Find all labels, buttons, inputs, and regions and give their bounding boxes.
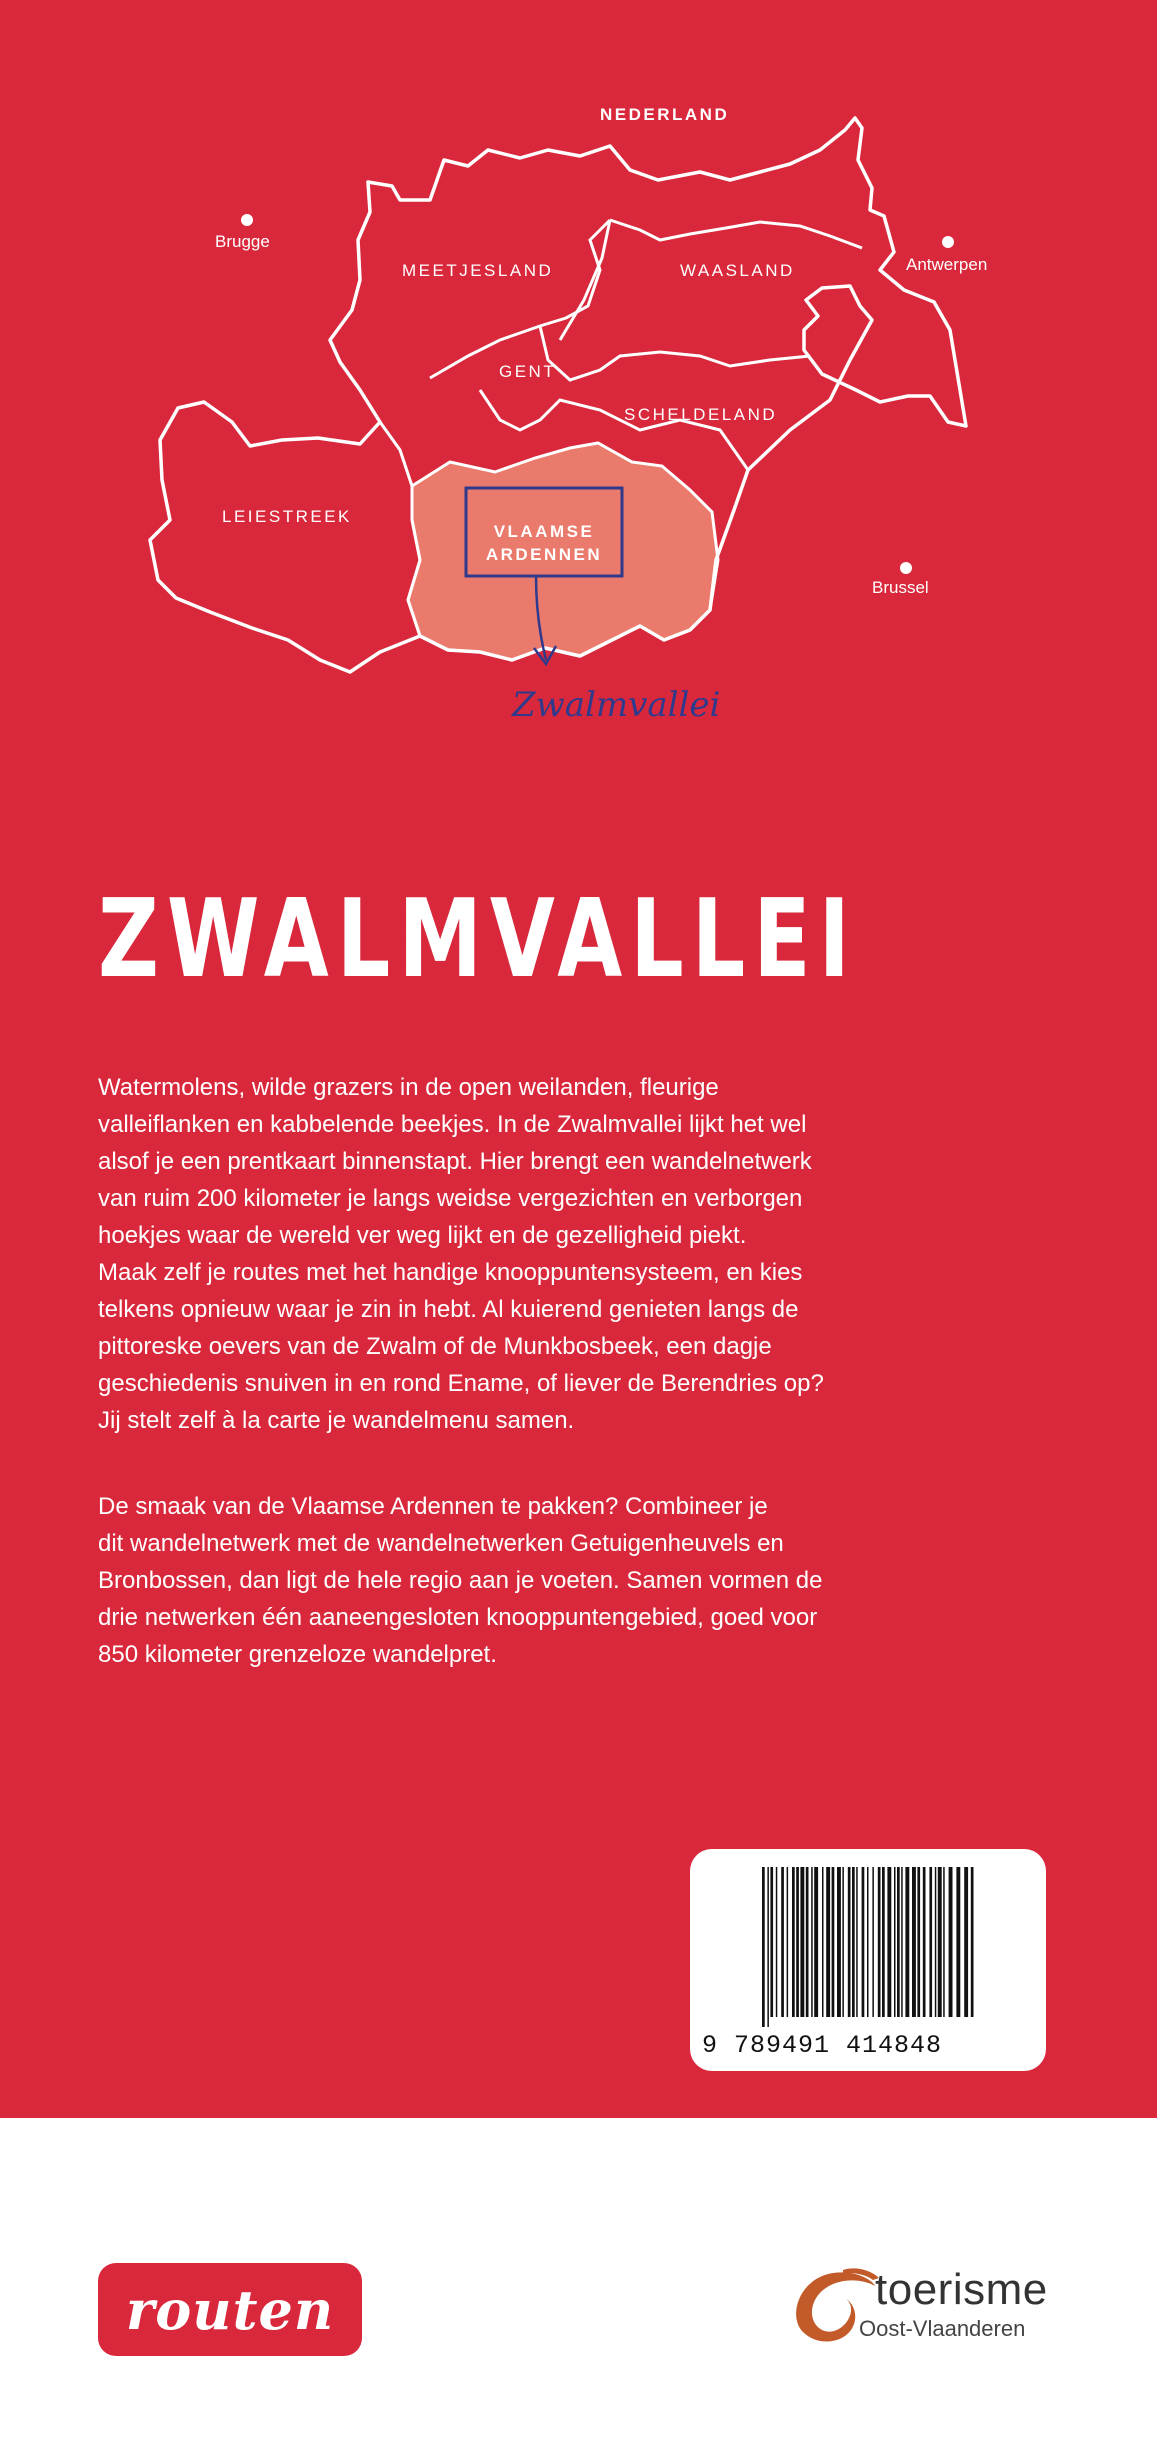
text-line: telkens opnieuw waar je zin in hebt. Al kuierend genieten langs de (98, 1296, 799, 1323)
barcode-bar (935, 1867, 937, 2017)
barcode-bar (887, 1867, 891, 2017)
barcode-bar (971, 1867, 974, 2017)
border-gent-scheldeland (540, 326, 810, 380)
city-dot-brussel (900, 562, 912, 574)
text-line: 850 kilometer grenzeloze wandelpret. (98, 1641, 497, 1668)
label-leiestreek: LEIESTREEK (222, 507, 352, 526)
barcode-bar (811, 1867, 813, 2017)
handwritten-zwalmvallei: Zwalmvallei (512, 685, 721, 725)
barcode-bar (852, 1867, 855, 2017)
barcode-bar (842, 1867, 844, 2017)
text-line: dit wandelnetwerk met de wandelnetwerken Getuigenheuvels en (98, 1530, 784, 1557)
barcode-bar (806, 1867, 809, 2017)
text-line: Maak zelf je routes met het handige knooppuntensysteem, en kies (98, 1259, 803, 1286)
toerisme-oost-vlaanderen-logo (783, 2262, 1063, 2362)
barcode-bar (800, 1867, 804, 2017)
text-line: alsof je een prentkaart binnenstapt. Hier brengt een wandelnetwerk (98, 1148, 812, 1175)
barcode-bar (894, 1867, 896, 2017)
barcode-bar (767, 1867, 769, 2027)
region-map (0, 0, 1157, 780)
label-scheldeland: SCHELDELAND (624, 405, 778, 424)
text-line: geschiedenis snuiven in en rond Ename, of liever de Berendries op? (98, 1370, 824, 1397)
text-line: Bronbossen, dan ligt de hele regio aan je voeten. Samen vormen de (98, 1567, 823, 1594)
isbn-number: 9 789491 414848 (702, 2031, 943, 2060)
toerisme-word: toerisme (875, 2265, 1048, 2314)
label-nederland: NEDERLAND (600, 105, 730, 124)
barcode-bar (781, 1867, 784, 2017)
city-dot-antwerpen (942, 236, 954, 248)
barcode-bar (787, 1867, 789, 2017)
barcode-bar (862, 1867, 865, 2017)
barcode-bar (949, 1867, 953, 2017)
barcode-bar (882, 1867, 885, 2017)
barcode-bar (897, 1867, 900, 2017)
barcode-bar (929, 1867, 932, 2017)
city-dot-brugge (241, 214, 253, 226)
barcode-bar (943, 1867, 945, 2017)
barcode-bar (872, 1867, 874, 2017)
barcode-bar (832, 1867, 835, 2017)
text-line: De smaak van de Vlaamse Ardennen te pakken? Combineer je (98, 1493, 768, 1520)
barcode-bar (837, 1867, 841, 2017)
barcode-bar (814, 1867, 818, 2017)
barcode-bar (792, 1867, 795, 2017)
barcode-bar (867, 1867, 869, 2017)
barcode-bar (856, 1867, 858, 2017)
border-gent-waasland (610, 220, 862, 248)
routen-logo (98, 2263, 362, 2356)
label-meetjesland: MEETJESLAND (402, 261, 554, 280)
routen-logo-text: routen (125, 2277, 335, 2342)
barcode-bar (917, 1867, 920, 2017)
text-line: Watermolens, wilde grazers in de open weilanden, fleurige (98, 1074, 719, 1101)
barcode-bar (770, 1867, 773, 2017)
barcode-bar (956, 1867, 960, 2017)
text-line: Jij stelt zelf à la carte je wandelmenu samen. (98, 1407, 575, 1434)
barcode-bar (964, 1867, 968, 2017)
barcode-bar (826, 1867, 830, 2017)
intro-paragraph (98, 1069, 1088, 1439)
label-ardennen: ARDENNEN (485, 545, 603, 564)
city-label-antwerpen: Antwerpen (906, 255, 988, 274)
text-line: hoekjes waar de wereld ver weg lijkt en de gezelligheid piekt. (98, 1222, 747, 1249)
text-line: pittoreske oevers van de Zwalm of de Munkbosbeek, een dagje (98, 1333, 772, 1360)
toerisme-subtitle: Oost-Vlaanderen (859, 2316, 1026, 2341)
barcode-bar (905, 1867, 909, 2017)
barcode-bar (848, 1867, 851, 2017)
city-label-brugge: Brugge (215, 232, 270, 251)
barcode-bar (822, 1867, 824, 2017)
label-vlaamse: VLAAMSE (493, 522, 595, 541)
text-line: valleiflanken en kabbelende beekjes. In de Zwalmvallei lijkt het wel (98, 1111, 807, 1138)
page-title: ZWALMVALLEI (98, 876, 858, 1002)
barcode-icon (758, 1867, 980, 2027)
text-line: van ruim 200 kilometer je langs weidse vergezichten en verborgen (98, 1185, 803, 1212)
barcode-bar (923, 1867, 926, 2017)
combination-paragraph (98, 1488, 1088, 1673)
barcode-bar (796, 1867, 799, 2017)
barcode-bar (901, 1867, 903, 2017)
city-label-brussel: Brussel (872, 578, 929, 597)
barcode-bar (938, 1867, 942, 2017)
label-waasland: WAASLAND (680, 261, 795, 280)
barcode-panel (690, 1849, 1046, 2071)
label-gent: GENT (499, 362, 557, 381)
barcode-bar (776, 1867, 778, 2017)
text-line: drie netwerken één aaneengesloten knooppuntengebied, goed voor (98, 1604, 818, 1631)
barcode-bar (762, 1867, 765, 2027)
barcode-bar (878, 1867, 881, 2017)
border-waasland-west (560, 220, 610, 340)
barcode-bar (912, 1867, 916, 2017)
